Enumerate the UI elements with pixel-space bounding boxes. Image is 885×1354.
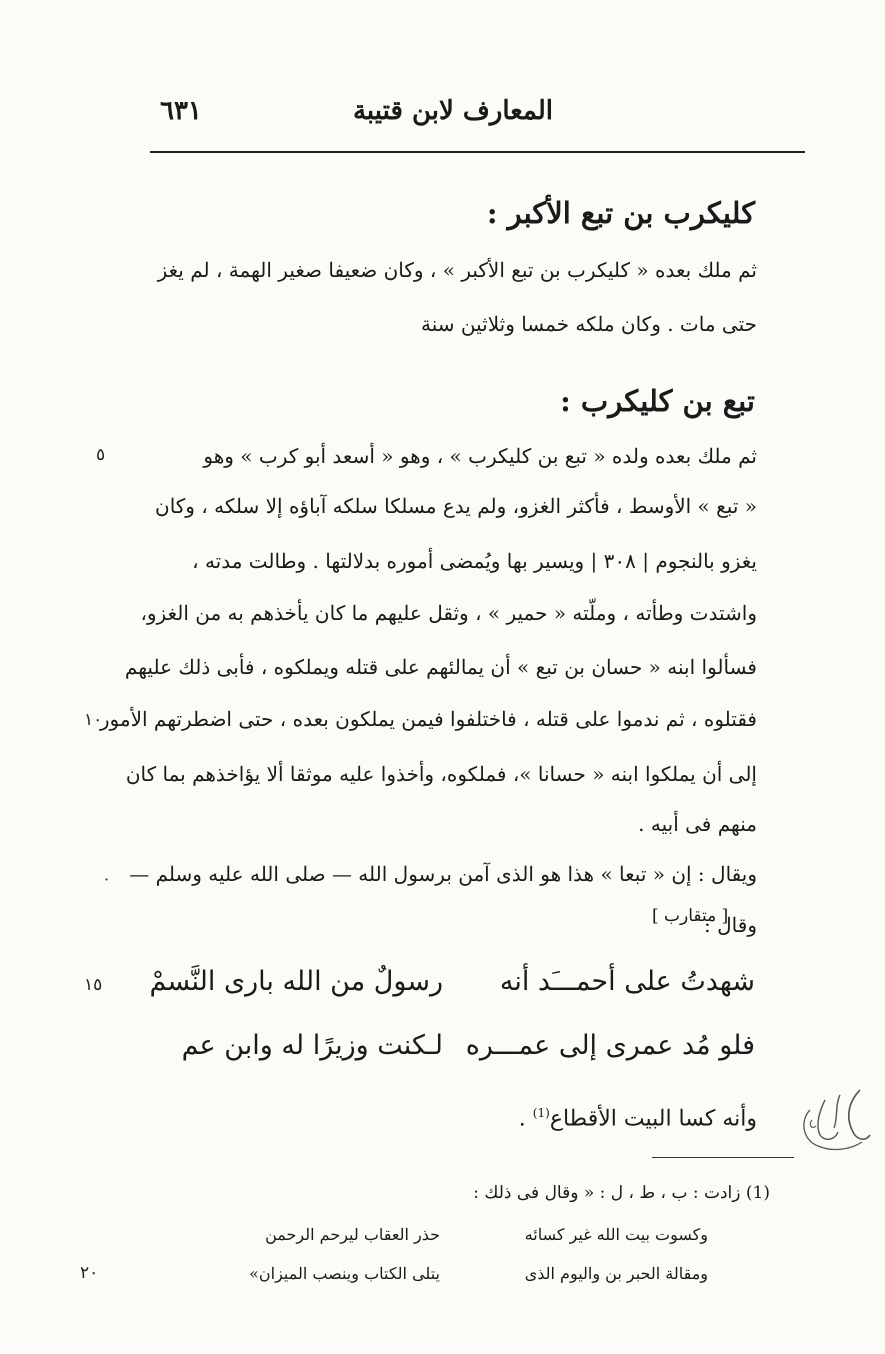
page-number: ٦٣١	[160, 96, 202, 126]
margin-line-number: ١٥	[84, 975, 103, 995]
text-line: منهم فى أبيه .	[638, 812, 757, 836]
text-line: ثم ملك بعده ولده « تبع بن كليكرب » ، وهو « أسعد أبو كرب » وهو	[203, 444, 757, 468]
margin-line-number: ٢٠	[80, 1263, 99, 1283]
text-line: إلى أن يملكوا ابنه « حسانا »، فملكوه، وأخذوا عليه موثقا ألا يؤاخذهم بما كان	[125, 762, 757, 786]
running-header	[150, 96, 803, 140]
text-line: وقال :	[704, 913, 757, 937]
closing-text: وأنه كسا البيت الأقطاع	[549, 1106, 757, 1132]
closing-period: .	[518, 1106, 526, 1132]
margin-line-number: ١٠	[84, 710, 103, 730]
handwritten-margin-annotation	[790, 1080, 875, 1165]
text-line: حتى مات . وكان ملكه خمسا وثلاثين سنة	[421, 312, 757, 336]
verse-hemistich: رسولٌ من الله بارى النَّسمْ	[149, 966, 443, 997]
verse-hemistich: شهدتُ على أحمـــَد أنه	[499, 966, 755, 997]
stray-dot: ·	[104, 870, 110, 889]
closing-line	[127, 1106, 757, 1131]
text-line: فسألوا ابنه « حسان بن تبع » أن يمالئهم على قتله ويملكوه ، فأبى ذلك عليهم	[124, 655, 757, 679]
meter-label: [ متقارب ]	[652, 906, 729, 926]
section-heading-kulaykarib: كليكرب بن تبع الأكبر :	[486, 196, 755, 230]
footnote-intro: (1) زادت : ب ، ط ، ل : « وقال فى ذلك :	[473, 1183, 770, 1203]
text-line: « تبع » الأوسط ، فأكثر الغزو، ولم يدع مسلكا سلكه آباؤه إلا سلكه ، وكان	[155, 494, 757, 518]
text-line: ويقال : إن « تبعا » هذا هو الذى آمن برسول الله — صلى الله عليه وسلم —	[129, 862, 757, 886]
text-line: يغزو بالنجوم | ٣٠٨ | ويسير بها ويُمضى أموره بدلالتها . وطالت مدته ،	[192, 549, 757, 573]
verse-hemistich: فلو مُد عمرى إلى عمـــره	[465, 1030, 755, 1061]
margin-line-number: ٥	[96, 445, 106, 465]
footnote-verse: حذر العقاب ليرحم الرحمن	[265, 1225, 440, 1244]
text-line: واشتدت وطأته ، وملّته « حمير » ، وثقل عليهم ما كان يأخذهم به من الغزو،	[140, 601, 757, 625]
text-line: فقتلوه ، ثم ندموا على قتله ، فاختلفوا فيمن يملكون بعده ، حتى اضطرتهم الأمور	[99, 707, 757, 731]
header-rule	[150, 151, 805, 153]
footnote-verse: وكسوت بيت الله غير كسائه	[524, 1225, 708, 1244]
verse-hemistich: لـكنت وزيرًا له وابن عم	[181, 1030, 443, 1061]
header-title: المعارف لابن قتيبة	[352, 96, 553, 126]
footnote-rule	[652, 1157, 794, 1158]
footnote-reference: (1)	[532, 1106, 550, 1120]
footnote-verse: يتلى الكتاب وينصب الميزان»	[249, 1264, 440, 1283]
section-heading-tubba: تبع بن كليكرب :	[560, 384, 755, 418]
text-line: ثم ملك بعده « كليكرب بن تبع الأكبر » ، وكان ضعيفا صغير الهمة ، لم يغز	[157, 258, 757, 282]
footnote-verse: ومقالة الحبر بن واليوم الذى	[524, 1264, 708, 1283]
